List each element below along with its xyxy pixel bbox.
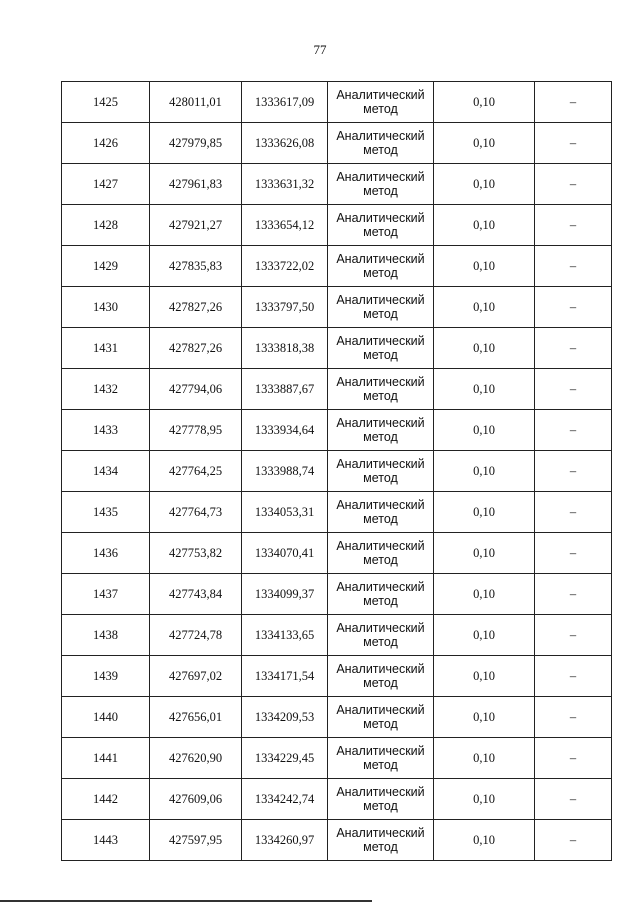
method-line-2: метод (363, 594, 398, 608)
table-row (62, 369, 612, 410)
method-line-2: метод (363, 348, 398, 362)
note-cell: – (535, 492, 612, 533)
table-row (62, 656, 612, 697)
note-cell: – (535, 410, 612, 451)
note-cell: – (535, 205, 612, 246)
y-coordinate-cell: 1333934,64 (242, 410, 328, 451)
table-row (62, 615, 612, 656)
y-coordinate-cell: 1334229,45 (242, 738, 328, 779)
table-row (62, 205, 612, 246)
note-cell: – (535, 656, 612, 697)
method-line-2: метод (363, 635, 398, 649)
accuracy-cell: 0,10 (434, 246, 535, 287)
method-line-1: Аналитический (336, 826, 425, 840)
method-line-2: метод (363, 840, 398, 854)
point-number-cell: 1434 (62, 451, 150, 492)
table-row (62, 492, 612, 533)
method-cell (328, 615, 434, 656)
method-line-2: метод (363, 225, 398, 239)
accuracy-cell: 0,10 (434, 287, 535, 328)
point-number-cell: 1425 (62, 82, 150, 123)
point-number-cell: 1435 (62, 492, 150, 533)
accuracy-cell: 0,10 (434, 574, 535, 615)
method-line-1: Аналитический (336, 580, 425, 594)
table-row (62, 779, 612, 820)
method-cell (328, 123, 434, 164)
point-number-cell: 1432 (62, 369, 150, 410)
note-cell: – (535, 164, 612, 205)
method-line-1: Аналитический (336, 621, 425, 635)
x-coordinate-cell: 427764,73 (150, 492, 242, 533)
point-number-cell: 1430 (62, 287, 150, 328)
accuracy-cell: 0,10 (434, 697, 535, 738)
table-row (62, 328, 612, 369)
method-line-1: Аналитический (336, 88, 425, 102)
method-line-1: Аналитический (336, 662, 425, 676)
y-coordinate-cell: 1334242,74 (242, 779, 328, 820)
method-line-1: Аналитический (336, 334, 425, 348)
x-coordinate-cell: 428011,01 (150, 82, 242, 123)
x-coordinate-cell: 427827,26 (150, 328, 242, 369)
accuracy-cell: 0,10 (434, 615, 535, 656)
method-line-1: Аналитический (336, 170, 425, 184)
method-line-2: метод (363, 389, 398, 403)
table-row (62, 574, 612, 615)
note-cell: – (535, 246, 612, 287)
table-row (62, 123, 612, 164)
point-number-cell: 1431 (62, 328, 150, 369)
accuracy-cell: 0,10 (434, 492, 535, 533)
point-number-cell: 1427 (62, 164, 150, 205)
point-number-cell: 1437 (62, 574, 150, 615)
page-number: 77 (313, 42, 327, 57)
method-line-2: метод (363, 102, 398, 116)
method-line-1: Аналитический (336, 457, 425, 471)
x-coordinate-cell: 427743,84 (150, 574, 242, 615)
method-line-1: Аналитический (336, 785, 425, 799)
accuracy-cell: 0,10 (434, 738, 535, 779)
accuracy-cell: 0,10 (434, 656, 535, 697)
accuracy-cell: 0,10 (434, 328, 535, 369)
accuracy-cell: 0,10 (434, 820, 535, 861)
method-cell (328, 246, 434, 287)
x-coordinate-cell: 427794,06 (150, 369, 242, 410)
y-coordinate-cell: 1333988,74 (242, 451, 328, 492)
x-coordinate-cell: 427961,83 (150, 164, 242, 205)
method-cell (328, 820, 434, 861)
x-coordinate-cell: 427921,27 (150, 205, 242, 246)
table-row (62, 451, 612, 492)
method-line-2: метод (363, 553, 398, 567)
note-cell: – (535, 615, 612, 656)
method-line-2: метод (363, 266, 398, 280)
point-number-cell: 1428 (62, 205, 150, 246)
method-line-1: Аналитический (336, 375, 425, 389)
method-cell (328, 164, 434, 205)
x-coordinate-cell: 427609,06 (150, 779, 242, 820)
y-coordinate-cell: 1333626,08 (242, 123, 328, 164)
x-coordinate-cell: 427753,82 (150, 533, 242, 574)
y-coordinate-cell: 1333818,38 (242, 328, 328, 369)
y-coordinate-cell: 1333617,09 (242, 82, 328, 123)
x-coordinate-cell: 427597,95 (150, 820, 242, 861)
method-line-1: Аналитический (336, 703, 425, 717)
point-number-cell: 1426 (62, 123, 150, 164)
note-cell: – (535, 328, 612, 369)
table-row (62, 738, 612, 779)
x-coordinate-cell: 427656,01 (150, 697, 242, 738)
method-cell (328, 287, 434, 328)
method-line-2: метод (363, 799, 398, 813)
y-coordinate-cell: 1333887,67 (242, 369, 328, 410)
method-line-2: метод (363, 143, 398, 157)
method-line-2: метод (363, 512, 398, 526)
method-line-1: Аналитический (336, 129, 425, 143)
method-line-1: Аналитический (336, 416, 425, 430)
method-cell (328, 82, 434, 123)
method-line-1: Аналитический (336, 293, 425, 307)
y-coordinate-cell: 1334260,97 (242, 820, 328, 861)
method-line-2: метод (363, 471, 398, 485)
method-line-2: метод (363, 307, 398, 321)
table-row (62, 820, 612, 861)
accuracy-cell: 0,10 (434, 451, 535, 492)
method-cell (328, 656, 434, 697)
point-number-cell: 1433 (62, 410, 150, 451)
method-line-2: метод (363, 676, 398, 690)
note-cell: – (535, 820, 612, 861)
method-cell (328, 533, 434, 574)
note-cell: – (535, 574, 612, 615)
note-cell: – (535, 779, 612, 820)
x-coordinate-cell: 427764,25 (150, 451, 242, 492)
bottom-rule (0, 900, 372, 902)
y-coordinate-cell: 1334171,54 (242, 656, 328, 697)
method-cell (328, 574, 434, 615)
note-cell: – (535, 697, 612, 738)
x-coordinate-cell: 427835,83 (150, 246, 242, 287)
method-line-1: Аналитический (336, 252, 425, 266)
y-coordinate-cell: 1334070,41 (242, 533, 328, 574)
point-number-cell: 1440 (62, 697, 150, 738)
method-cell (328, 369, 434, 410)
table-row (62, 82, 612, 123)
point-number-cell: 1438 (62, 615, 150, 656)
accuracy-cell: 0,10 (434, 779, 535, 820)
table-body (62, 82, 612, 861)
method-line-2: метод (363, 430, 398, 444)
accuracy-cell: 0,10 (434, 410, 535, 451)
method-cell (328, 328, 434, 369)
point-number-cell: 1439 (62, 656, 150, 697)
method-cell (328, 451, 434, 492)
y-coordinate-cell: 1334099,37 (242, 574, 328, 615)
point-number-cell: 1443 (62, 820, 150, 861)
method-cell (328, 738, 434, 779)
table-row (62, 246, 612, 287)
y-coordinate-cell: 1333797,50 (242, 287, 328, 328)
method-line-2: метод (363, 717, 398, 731)
method-cell (328, 492, 434, 533)
note-cell: – (535, 82, 612, 123)
accuracy-cell: 0,10 (434, 533, 535, 574)
x-coordinate-cell: 427620,90 (150, 738, 242, 779)
point-number-cell: 1436 (62, 533, 150, 574)
table-row (62, 410, 612, 451)
y-coordinate-cell: 1333654,12 (242, 205, 328, 246)
method-line-1: Аналитический (336, 539, 425, 553)
method-line-2: метод (363, 758, 398, 772)
x-coordinate-cell: 427697,02 (150, 656, 242, 697)
coordinates-table (61, 81, 612, 861)
y-coordinate-cell: 1334053,31 (242, 492, 328, 533)
note-cell: – (535, 123, 612, 164)
method-cell (328, 410, 434, 451)
note-cell: – (535, 451, 612, 492)
point-number-cell: 1429 (62, 246, 150, 287)
method-line-1: Аналитический (336, 498, 425, 512)
table-row (62, 533, 612, 574)
table-row (62, 164, 612, 205)
point-number-cell: 1441 (62, 738, 150, 779)
accuracy-cell: 0,10 (434, 164, 535, 205)
method-line-2: метод (363, 184, 398, 198)
accuracy-cell: 0,10 (434, 205, 535, 246)
y-coordinate-cell: 1333631,32 (242, 164, 328, 205)
x-coordinate-cell: 427778,95 (150, 410, 242, 451)
y-coordinate-cell: 1334133,65 (242, 615, 328, 656)
table-row (62, 287, 612, 328)
method-line-1: Аналитический (336, 211, 425, 225)
y-coordinate-cell: 1334209,53 (242, 697, 328, 738)
method-cell (328, 205, 434, 246)
x-coordinate-cell: 427724,78 (150, 615, 242, 656)
point-number-cell: 1442 (62, 779, 150, 820)
accuracy-cell: 0,10 (434, 82, 535, 123)
accuracy-cell: 0,10 (434, 369, 535, 410)
note-cell: – (535, 738, 612, 779)
accuracy-cell: 0,10 (434, 123, 535, 164)
note-cell: – (535, 287, 612, 328)
note-cell: – (535, 369, 612, 410)
method-cell (328, 779, 434, 820)
x-coordinate-cell: 427827,26 (150, 287, 242, 328)
method-line-1: Аналитический (336, 744, 425, 758)
note-cell: – (535, 533, 612, 574)
method-cell (328, 697, 434, 738)
y-coordinate-cell: 1333722,02 (242, 246, 328, 287)
table-row (62, 697, 612, 738)
x-coordinate-cell: 427979,85 (150, 123, 242, 164)
